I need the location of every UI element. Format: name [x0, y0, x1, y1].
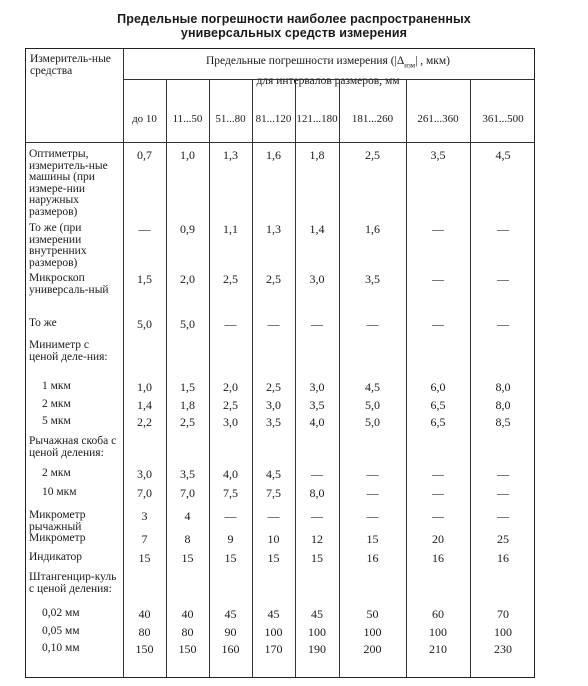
table-cell: —	[497, 486, 509, 500]
header-error-title	[122, 53, 534, 73]
table-cell: 6,5	[430, 398, 446, 412]
table-cell: 5,0	[180, 317, 195, 331]
table-cell: 1,1	[223, 222, 238, 236]
row-label: 5 мкм	[42, 415, 71, 427]
table-cell: 2,2	[137, 415, 152, 429]
column-header: 121...180	[296, 113, 338, 125]
table-cell: 45	[224, 607, 237, 621]
table-cell: —	[366, 317, 379, 331]
error-limits-table	[25, 48, 535, 678]
table-cell: —	[432, 486, 444, 500]
table-cell: 40	[181, 607, 194, 621]
table-cell: 230	[494, 642, 512, 656]
table-cell: 100	[429, 625, 447, 639]
table-cell: 0,7	[137, 148, 152, 162]
table-cell: 4,5	[365, 380, 380, 394]
table-cell: —	[366, 509, 379, 523]
row-label: 0,02 мм	[42, 607, 80, 619]
table-cell: 1,5	[180, 380, 195, 394]
table-cell: 25	[497, 532, 509, 546]
table-cell: 7,5	[223, 486, 238, 500]
table-cell: 170	[264, 642, 283, 656]
table-cell: —	[497, 467, 509, 481]
column-divider	[339, 79, 340, 677]
table-cell: —	[432, 509, 444, 523]
table-cell: 2,5	[223, 272, 238, 286]
column-divider	[470, 79, 471, 677]
table-cell: —	[497, 317, 509, 331]
column-header: 11...50	[172, 113, 203, 125]
table-cell: 45	[311, 607, 323, 621]
table-cell: 2,5	[180, 415, 195, 429]
row-label: 0,10 мм	[42, 642, 80, 654]
table-cell: 8,0	[495, 398, 511, 412]
table-cell: 200	[363, 642, 382, 656]
table-cell: 3,5	[430, 148, 446, 162]
table-cell: 4,0	[309, 415, 325, 429]
table-cell: 6,0	[430, 380, 446, 394]
table-cell: 1,0	[137, 380, 152, 394]
table-cell: 1,3	[266, 222, 281, 236]
table-cell: 2,5	[365, 148, 380, 162]
row-label: Миниметр с ценой деле-ния:	[29, 339, 108, 363]
table-cell: 100	[264, 625, 283, 639]
column-divider	[209, 79, 210, 677]
row-label: Оптиметры, измеритель-ные машины (при измере-нии наружных размеров)	[29, 148, 108, 218]
row-label: 1 мкм	[42, 380, 71, 392]
table-cell: —	[224, 509, 237, 523]
table-cell: 160	[221, 642, 240, 656]
row-label: Микрометр рычажный	[29, 509, 86, 533]
table-cell: 3	[141, 509, 148, 523]
table-cell: 60	[432, 607, 444, 621]
table-cell: 100	[363, 625, 382, 639]
table-cell: —	[311, 467, 323, 481]
table-cell: 15	[267, 551, 280, 565]
table-cell: —	[366, 467, 379, 481]
table-cell: 3,5	[309, 398, 325, 412]
header-error-limits	[122, 53, 534, 89]
column-header: 181...260	[351, 113, 394, 125]
table-cell: 4,5	[495, 148, 511, 162]
table-cell: 16	[432, 551, 444, 565]
table-cell: 50	[366, 607, 379, 621]
header-error-unit: | , мкм)	[415, 55, 450, 67]
table-cell: 8,0	[309, 486, 325, 500]
table-cell: 7,0	[137, 486, 152, 500]
table-cell: —	[497, 222, 509, 236]
table-cell: 20	[432, 532, 444, 546]
table-cell: 15	[311, 551, 323, 565]
table-cell: 150	[135, 642, 154, 656]
table-cell: 80	[181, 625, 194, 639]
table-cell: —	[432, 467, 444, 481]
table-cell: 1,5	[137, 272, 152, 286]
row-label: 0,05 мм	[42, 625, 80, 637]
table-cell: —	[497, 272, 509, 286]
table-cell: 3,0	[223, 415, 238, 429]
table-cell: 45	[267, 607, 280, 621]
table-cell: 15	[224, 551, 237, 565]
table-cell: 0,9	[180, 222, 195, 236]
title-line-2: универсальных средств измерения	[180, 26, 408, 40]
table-cell: —	[432, 222, 444, 236]
table-cell: 9	[227, 532, 234, 546]
table-cell: —	[267, 509, 280, 523]
table-cell: 1,6	[365, 222, 380, 236]
column-header: 261...360	[417, 113, 459, 125]
table-cell: —	[224, 317, 237, 331]
table-cell: —	[311, 317, 323, 331]
table-cell: 5,0	[137, 317, 152, 331]
table-cell: 8,5	[495, 415, 511, 429]
table-cell: 1,8	[309, 148, 325, 162]
table-cell: 15	[138, 551, 151, 565]
table-cell: 4	[184, 509, 191, 523]
table-cell: —	[366, 486, 379, 500]
column-header: до 10	[132, 113, 157, 125]
table-cell: 7,0	[180, 486, 195, 500]
row-label: 10 мкм	[42, 486, 77, 498]
table-cell: 4,0	[223, 467, 238, 481]
table-cell: 12	[311, 532, 323, 546]
row-label: То же (при измерении внутренних размеров)	[29, 222, 87, 269]
table-cell: 2,5	[223, 398, 238, 412]
table-cell: 100	[494, 625, 512, 639]
table-cell: 8,0	[495, 380, 511, 394]
table-cell: 3,5	[365, 272, 380, 286]
table-cell: 4,5	[266, 467, 281, 481]
table-cell: 2,0	[223, 380, 238, 394]
table-cell: 2,0	[180, 272, 195, 286]
column-header: 361...500	[482, 113, 524, 125]
row-label: 2 мкм	[42, 398, 71, 410]
row-label: Микрометр	[29, 532, 86, 544]
header-error-subscript: изм	[404, 61, 416, 70]
table-cell: 100	[308, 625, 326, 639]
table-cell: 7	[141, 532, 148, 546]
table-cell: 6,5	[430, 415, 446, 429]
table-cell: 3,0	[266, 398, 281, 412]
column-divider	[252, 79, 253, 677]
row-label: Штангенцир-куль с ценой деления:	[29, 571, 117, 595]
table-cell: —	[432, 317, 444, 331]
table-cell: 10	[267, 532, 280, 546]
row-label: 2 мкм	[42, 467, 71, 479]
table-cell: 2,5	[266, 272, 281, 286]
table-cell: 1,3	[223, 148, 238, 162]
row-label: Микроскоп универсаль-ный	[29, 272, 109, 296]
header-error-text: Предельные погрешности измерения (|Δ	[205, 55, 405, 67]
table-cell: 16	[497, 551, 509, 565]
table-cell: 3,0	[137, 467, 152, 481]
table-cell: 15	[181, 551, 194, 565]
table-cell: 1,6	[266, 148, 281, 162]
table-cell: 80	[138, 625, 151, 639]
table-cell: 8	[184, 532, 191, 546]
column-header: 51...80	[215, 113, 246, 125]
table-cell: —	[497, 509, 509, 523]
label-column-divider	[123, 49, 124, 677]
table-cell: —	[138, 222, 151, 236]
table-cell: 7,5	[266, 486, 281, 500]
document-title	[0, 12, 588, 40]
table-cell: 150	[178, 642, 197, 656]
table-cell: 1,4	[309, 222, 325, 236]
header-instruments: Измеритель-ные средства	[30, 53, 111, 77]
table-cell: —	[311, 509, 323, 523]
column-divider	[406, 79, 407, 677]
table-cell: 190	[308, 642, 326, 656]
row-label: То же	[29, 317, 57, 329]
table-cell: 3,0	[309, 272, 325, 286]
header-intervals: для интервалов размеров, мм	[256, 75, 400, 88]
table-cell: 15	[366, 532, 379, 546]
column-header: 81...120	[255, 113, 292, 125]
table-cell: 5,0	[365, 398, 380, 412]
table-cell: 5,0	[365, 415, 380, 429]
table-cell: 1,4	[137, 398, 152, 412]
table-cell: 2,5	[266, 380, 281, 394]
table-cell: —	[432, 272, 444, 286]
table-cell: 70	[497, 607, 509, 621]
table-cell: 40	[138, 607, 151, 621]
table-cell: 1,0	[180, 148, 195, 162]
table-cell: 210	[429, 642, 447, 656]
table-cell: 3,5	[180, 467, 195, 481]
table-cell: 1,8	[180, 398, 195, 412]
table-cell: 16	[366, 551, 379, 565]
row-label: Индикатор	[29, 551, 83, 563]
table-cell: 3,5	[266, 415, 281, 429]
header-bottom-divider	[26, 142, 534, 143]
table-cell: 3,0	[309, 380, 325, 394]
table-cell: —	[267, 317, 280, 331]
column-divider	[295, 79, 296, 677]
row-label: Рычажная скоба с ценой деления:	[29, 435, 117, 459]
title-line-1: Предельные погрешности наиболее распространенных	[117, 12, 471, 26]
header-divider	[123, 79, 534, 80]
table-cell: 90	[224, 625, 237, 639]
column-divider	[166, 79, 167, 677]
